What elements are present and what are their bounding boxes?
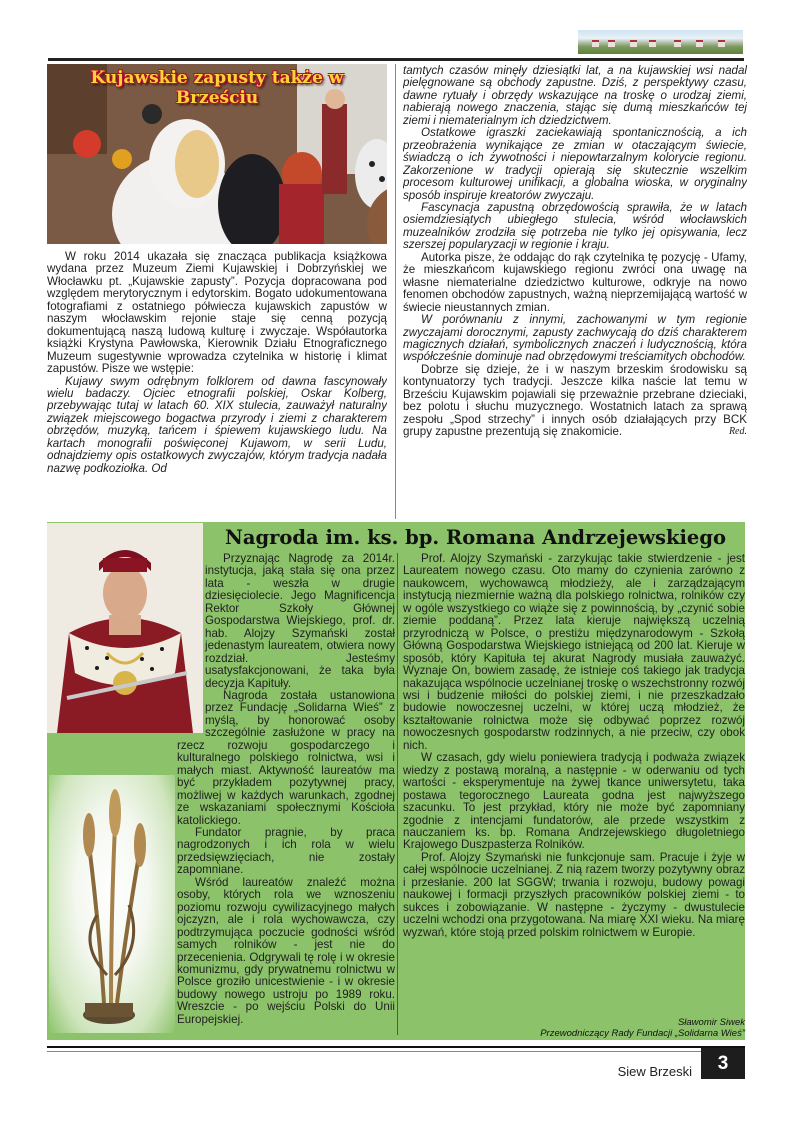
article-paragraph-text: Dobrze się dzieje, że i w naszym brzeskim środowisku są kontynuatorzy tych tradycji. Jeszcze kilka naście lat temu w Brześciu Kujawskim pojawiali się przeważnie przebrane dzieciaki, bez polotu i słuchu muzycznego. Wostatnich latach za sprawą zespołu „Spod strzechy” i innych osób działających przy BCK grupy zapustne prezentują się znakomicie. [403,362,747,439]
wheat-statuette-illustration [49,775,175,1033]
award-paragraph: Prof. Alojzy Szymański - zarzykując takie stwierdzenie - jest Laureatem nowego czasu. Oto mamy do czynienia zarówno z naukowcem, wychowawcą młodzieży, ale i zarządzającym instytucją niezmiernie ważną dla polskiego rolnictwa, rolników czy w ogóle wszystkiego co wiąże się z powinnością, by „czynić sobie ziemie poddaną”. Przez lata kieruje największą uczelnią przyrodniczą w Polsce, o prestiżu międzynarodowym - Szkołą Główną Gospodarstwa Wiejskiego istniejącą od 200 lat. Kieruje w sposób, który Kapituła tej akurat Nagrody musiała zauważyć. Wyznaje On, bowiem zasadę, że istnieje coś takiego jak tradycja nakazująca wspólnocie uczelnianej troskę o wszechstronny rozwój wsi i budzenie miłości do polskiej ziemi, i nie przeszkadzało budowie nowoczesnej uczelni, w której uczą młodzież, że kształtowanie rolnictwa może się odbywać poprzez rozwój nowoczesnych gospodarstw rodzinnych, a nie przeciw, czy obok nich. [403,553,745,752]
award-article-title: Nagroda im. ks. bp. Romana Andrzejewskiego [225,526,726,549]
article-paragraph [403,252,747,314]
article-title: Kujawskie zapusty także w Brześciu [90,68,344,108]
footer-rule [47,1046,745,1048]
award-paragraph: Przyznając Nagrodę za 2014r. instytucja, jaką stała się ona przez lata - weszła w drugie dziesięciolecie. Jego Magnificencja Rektor Szkoły Głównej Gospodarstwa Wiejskiego, prof. dr. hab. Alojzy Szymański został jedenastym laureatem, otwiera nowy rozdział. Jesteśmy usatysfakcjonowani, że taka była decyzja Kapituły. [205,553,395,690]
footer-rule-thin [47,1051,745,1052]
article-left-column [47,251,387,513]
award-signature-name: Sławomir Siwek [677,1017,745,1028]
award-paragraph: Nagroda została ustanowiona przez Fundację „Solidarna Wieś” z myślą, by honorować osoby szczególnie zasłużone w pracy na rzecz rozwoju gospodarczego i kulturalnego polskiego rolnictwa, wsi i małych miast. Aktywność laureatów ma być przykładem pozytywnej pracy, możliwej w każdych warunkach, zgodnej ze wskazaniami społecznymi Kościoła katolickiego. [177,688,395,827]
article-quote-paragraph: Kujawy swym odrębnym folklorem od dawna fascynowały wielu badaczy. Ojciec etnografii polskiej, Oskar Kolberg, przebywając tutaj w latach 60. XIX stulecia, zauważył naturalny związek miejscowego bogactwa przyrody i ziemi z charakterem obrzędów, muzyką, tańcem i śpiewem kujawskiego ludu. Na kartach monografii poświęconej Kujawom, w serii Ludu, odnajdziemy opis ostatkowych zwyczajów, którym tradycja nadała nazwę podkoziołka. Od [47,374,387,475]
column-divider [395,64,396,519]
award-paragraph: Wśród laureatów znaleźć można osoby, których rola we wznoszeniu poziomu rozwoju cywilizacyjnego małych ojczyzn, ale i rola wychowawcza, czy podtrzymująca poczucie godności wśród samych rolników - jest nie do przecenienia. Odgrywali tę rolę i w okresie komunizmu, gdy prywatnemu rolnictwu w Polsce groziło unicestwienie - i w okresie budowy nowego ustroju po 1989 roku. Wreszcie - po wejściu Polski do Unii Europejskiej. [177,875,395,1026]
page-number: 3 [701,1048,745,1079]
article-quote-paragraph: Fascynacja zapustną obrzędowością sprawiła, że w latach osiemdziesiątych ubiegłego stulecia, wśród włocławskich muzealników zrodziła się potrzeba nie tylko jej opisywania, lecz szerszej popularyzacji w regionie i kraju. [403,200,747,252]
carnival-photo [47,64,387,244]
award-signature-role: Przewodniczący Rady Fundacji „Solidarna Wieś” [540,1028,745,1039]
award-paragraph: Prof. Alojzy Szymański nie funkcjonuje sam. Pracuje i żyje w całej wspólnocie uczelnianej. Z nią razem tworzy pozytywny obraz i przesłanie. 200 lat SGGW; trwania i rozwoju, budowy powagi naukowej i formacji przyszłych pracowników polskiej ziemi - to sukces i zobowiązanie. W następne - życzymy - dwustulecie uczelni wchodzi ona przygotowana. Na miarę XXI wieku. Na miarę wyzwań, które stoją przed polskim rolnictwem w Europie. [403,850,745,939]
article-signature: Red. [728,426,747,438]
column-divider [397,553,398,1035]
article-quote-paragraph: W porównaniu z innymi, zachowanymi w tym regionie zwyczajami dorocznymi, zapusty zachwycają do dziś charakterem magicznych działań, symbolicznych znaczeń i ludycznością, która współcześnie dominuje nad obrzędowymi treściamitych obchodów. [403,313,747,364]
award-right-column [403,553,745,1021]
publication-name: Siew Brzeski [617,1064,692,1079]
article-paragraph-text: Autorka pisze, że oddając do rąk czytelnika tę pozycję - Ufamy, że mieszkańcom kujawskiego regionu zwróci ona uwagę na własne niematerialne dziedzictwo kulturowe, odkryje na nowo fenomen obchodów zapustnych, ważną nieprzemijającą wartość w świecie nieustannych zmian. [403,250,747,314]
article-paragraph: W roku 2014 ukazała się znacząca publikacja książkowa wydana przez Muzeum Ziemi Kujawskiej i Dobrzyńskiej we Włocławku pt. „Kujawskie zapusty”. Pozycja dopracowana pod względem merytorycznym i edytorskim. Bogato udokumentowana fotografiami z ostatniego półwiecza kujawskich zapustów w naszym włocławskim rejonie staje się cenną pozycją dokumentującą naszą ludową kulturę i zwyczaje. Współautorka książki Krystyna Pawłowska, Kierownik Działu Etnograficznego Muzeum sugestywnie wprowadza czytelnika w historię i klimat zapustów. Pisze we wstępie: [47,251,387,376]
header-rule [48,58,744,61]
wheat-statuette-photo [49,775,175,1033]
header-landscape-photo [578,30,743,54]
award-paragraph: W czasach, gdy wielu poniewiera tradycją i podważa związek wiedzy z postawą moralną, a następnie - w oderwaniu od tych wartości - eksperymentuje na żywej tkance uniwersytetu, taka postawa tegorocznego Laureata godna jest najwyższego szacunku. To jest przykład, który nie może być zapomniany zgodnie z intencjami fundatorów, ale przede wszystkim z nauczaniem ks. bp. Romana Andrzejewskiego długoletniego Krajowego Duszpasterza Rolników. [403,751,745,852]
article-quote-paragraph: tamtych czasów minęły dziesiątki lat, a na kujawskiej wsi nadal pielęgnowane są obchody zapustne. Dziś, z perspektywy czasu, dawne rytuały i obrzędy wskazujące na troskę o urodzaj ziemi, nabierają nowego znaczenia, stając się dumą mieszkańców tej ziemi i niematerialnym ich dziedzictwem. [403,65,747,127]
article-paragraph [403,364,747,439]
award-paragraph: Fundator pragnie, by praca nagrodzonych i ich rola w wielu przedsięwzięciach, nie zostały zapomniane. [177,825,395,877]
article-right-column [403,65,747,520]
article-quote-paragraph: Ostatkowe igraszki zaciekawiają spontanicznością, a ich przeobrażenia wynikające ze zmian w otaczającym świecie, świadczą o ich żywotności i niepowtarzalnym kolorycie regionu. Zakorzenione w tradycji opierają się skutecznie wszelkim procesom kulturowej unifikacji, a globalna wioska, w oryginalny sposób inspiruje kreatorów zwyczaju. [403,126,747,202]
portrait-wrap-spacer [47,553,205,733]
